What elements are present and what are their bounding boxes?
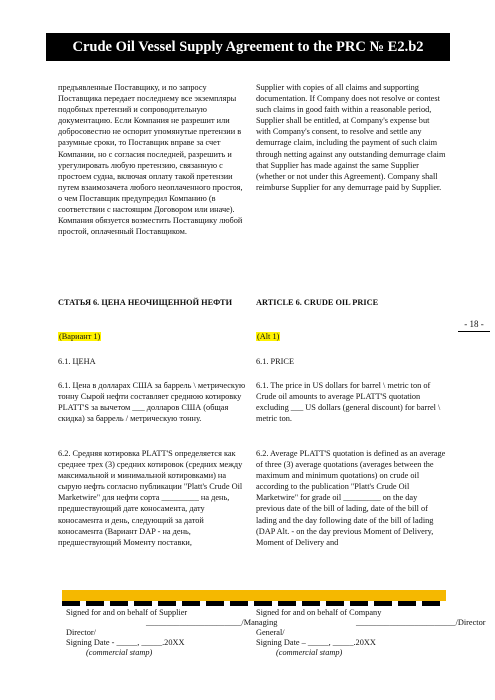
supplier-commercial-stamp: (commercial stamp) <box>86 648 153 657</box>
footer-yellow-band <box>62 590 446 601</box>
ru-section-6-1-title: 6.1. ЦЕНА <box>58 357 96 366</box>
en-section-6-1-title: 6.1. PRICE <box>256 357 295 366</box>
en-variant-highlight: (Alt 1) <box>257 332 280 341</box>
company-signing-date: Signing Date – _____, _____.20XX <box>256 638 376 647</box>
page-number-rule <box>458 331 490 332</box>
en-article-heading: ARTICLE 6. CRUDE OIL PRICE <box>256 298 379 307</box>
en-section-6-2-text: 6.2. Average PLATT'S quotation is defined as an average of three (3) average quotations (averages between the maximum and minimum quotations) on crude oil according to the publication "Platt's Crude Oil Marketwire" for grade oil _________ on the day previous date of the bill of lading, date of the bill of lading and the day following date of the bill of lading (DAP Alt. - on the day previous Moment of Delivery, Moment of Delivery and <box>256 449 446 547</box>
supplier-signing-date: Signing Date - _____, _____.20XX <box>66 638 185 647</box>
supplier-sign-line2: _______________________/Managing <box>146 618 278 627</box>
page-number <box>458 319 490 332</box>
supplier-sign-line3: Director/ <box>66 628 96 637</box>
ru-variant-highlight: (Вариант 1) <box>59 332 101 341</box>
ru-variant-label <box>58 331 246 342</box>
company-sign-line1: Signed for and on behalf of Company <box>256 608 382 617</box>
ru-section-6-2-text: 6.2. Средняя котировка PLATT'S определяется как среднее трех (3) средних котировок (средних между максимальной и минимальной котировками) на сырую нефть согласно публикации "Platt's Crude Oil Marketwire" для нефти сорта _________ на день, предшествующий дате коносамента, дату коносамента и день, следующий за датой коносамента (Вариант DAP - на день, предшествующий Моменту поставки, <box>58 449 243 547</box>
company-signature-block <box>256 608 486 658</box>
company-sign-line3: General/ <box>256 628 285 637</box>
company-sign-line2: ________________________/Director <box>356 618 486 627</box>
en-section-6-1-text: 6.1. The price in US dollars for barrel \ metric ton of Crude oil amounts to average PLATT'S quotation excluding ___ US dollars (general discount) for barrel \ metric ton. <box>256 381 441 424</box>
en-demurrage-paragraph: Supplier with copies of all claims and supporting documentation. If Company does not resolve or contest such claims in good faith within a reasonable period, Supplier shall be entitled, at Company's expense but with Company's consent, to resolve and settle any demurrage claim, including the payment of such claim through netting against any outstanding demurrage claim that Supplier has made against the same Supplier (whether or not under this Agreement). Company shall reimburse Supplier for any demurrage paid by Supplier. <box>256 83 446 192</box>
ru-demurrage-paragraph: предъявленные Поставщику, и по запросу Поставщика передает последнему все экземпляры подобных претензий и сопроводительную документацию. Если Компания не разрешит или добросовестно не оспорит упомянутые претензии в разумные сроки, то Поставщик вправе за счет Компании, но с согласия последней, разрешить и урегулировать любую претензию, связанную с простоем судна, включая оплату такой претензии путем взаимозачета любого неоплаченного простоя, о чем Поставщик предупредил Компанию (в соответствии с настоящим Договором или иначе). Компания обязуется возместить Поставщику любой простой, оплаченный Поставщиком. <box>58 83 243 237</box>
page-number-text: - 18 - <box>464 319 484 329</box>
page-title: Crude Oil Vessel Supply Agreement to the PRC № E2.b2 <box>46 33 450 61</box>
en-variant-label <box>256 331 446 342</box>
ru-article-heading: СТАТЬЯ 6. ЦЕНА НЕОЧИЩЕННОЙ НЕФТИ <box>58 298 233 307</box>
footer-dashed-rule <box>62 601 446 606</box>
ru-section-6-1-text: 6.1. Цена в долларах США за баррель \ метрическую тонну Сырой нефти составляет среднюю котировку PLATT'S за вычетом ___ долларов США (общая скидка) за баррель / метрическую тонну. <box>58 381 246 424</box>
company-commercial-stamp: (commercial stamp) <box>276 648 343 657</box>
supplier-sign-line1: Signed for and on behalf of Supplier <box>66 608 188 617</box>
